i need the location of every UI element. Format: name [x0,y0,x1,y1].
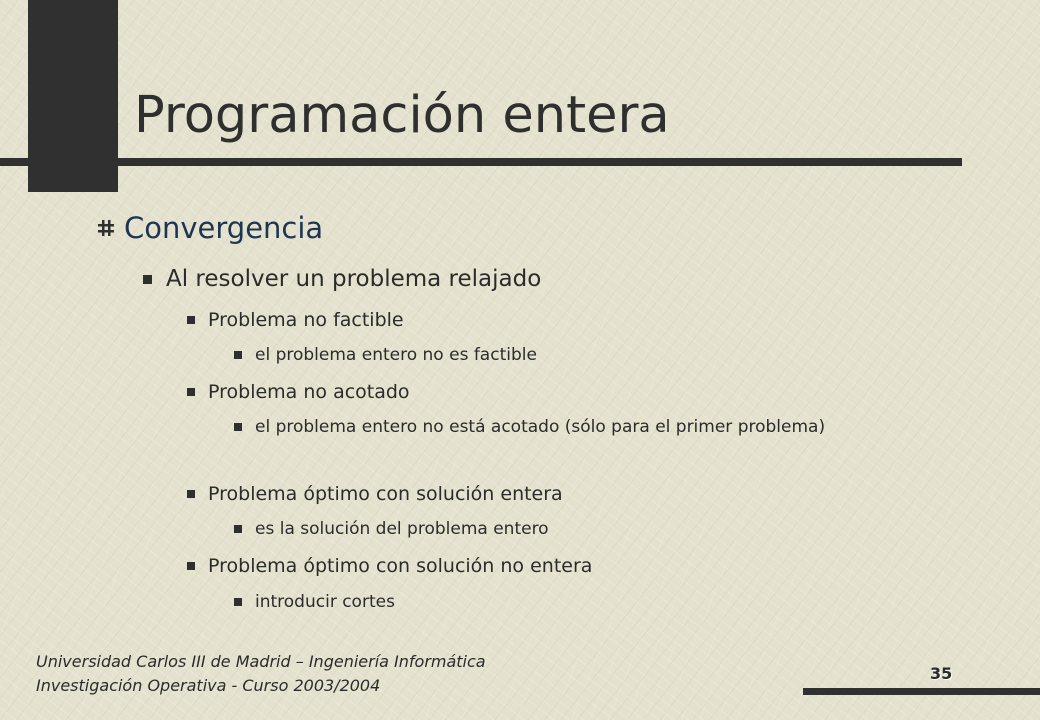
square-bullet-icon [234,351,242,359]
bullet-text: Al resolver un problema relajado [166,266,542,292]
case-detail-text: introducir cortes [255,592,395,612]
footer-credits [36,650,486,698]
case-item [187,378,410,406]
footer-line-course: Investigación Operativa - Curso 2003/2004 [36,676,381,695]
case-label: Problema óptimo con solución no entera [208,555,593,577]
case-detail [234,342,537,368]
case-label: Problema no acotado [208,381,410,403]
case-detail [234,414,875,440]
hash-bullet-icon [98,220,114,236]
square-bullet-icon [234,598,242,606]
square-bullet-icon [187,388,195,396]
slide-title: Programación entera [134,86,670,145]
bullet-level1 [143,262,541,296]
footer-line-university: Universidad Carlos III de Madrid – Ingeniería Informática [36,652,486,671]
case-detail-text: el problema entero no está acotado (sólo para el primer problema) [255,417,826,437]
case-detail-text: es la solución del problema entero [255,519,549,539]
case-item [187,552,592,580]
square-bullet-icon [143,275,152,284]
section-label: Convergencia [124,211,324,245]
square-bullet-icon [187,316,195,324]
square-bullet-icon [187,562,195,570]
case-detail-text: el problema entero no es factible [255,345,537,365]
case-item [187,306,404,334]
case-label: Problema óptimo con solución entera [208,483,563,505]
section-heading [98,206,323,250]
square-bullet-icon [234,525,242,533]
square-bullet-icon [234,423,242,431]
page-number: 35 [930,664,953,683]
case-detail [234,589,395,615]
title-underline-bar [0,158,962,166]
case-item [187,480,563,508]
case-label: Problema no factible [208,309,404,331]
footer-bar [803,688,1040,695]
case-detail [234,516,549,542]
square-bullet-icon [187,490,195,498]
